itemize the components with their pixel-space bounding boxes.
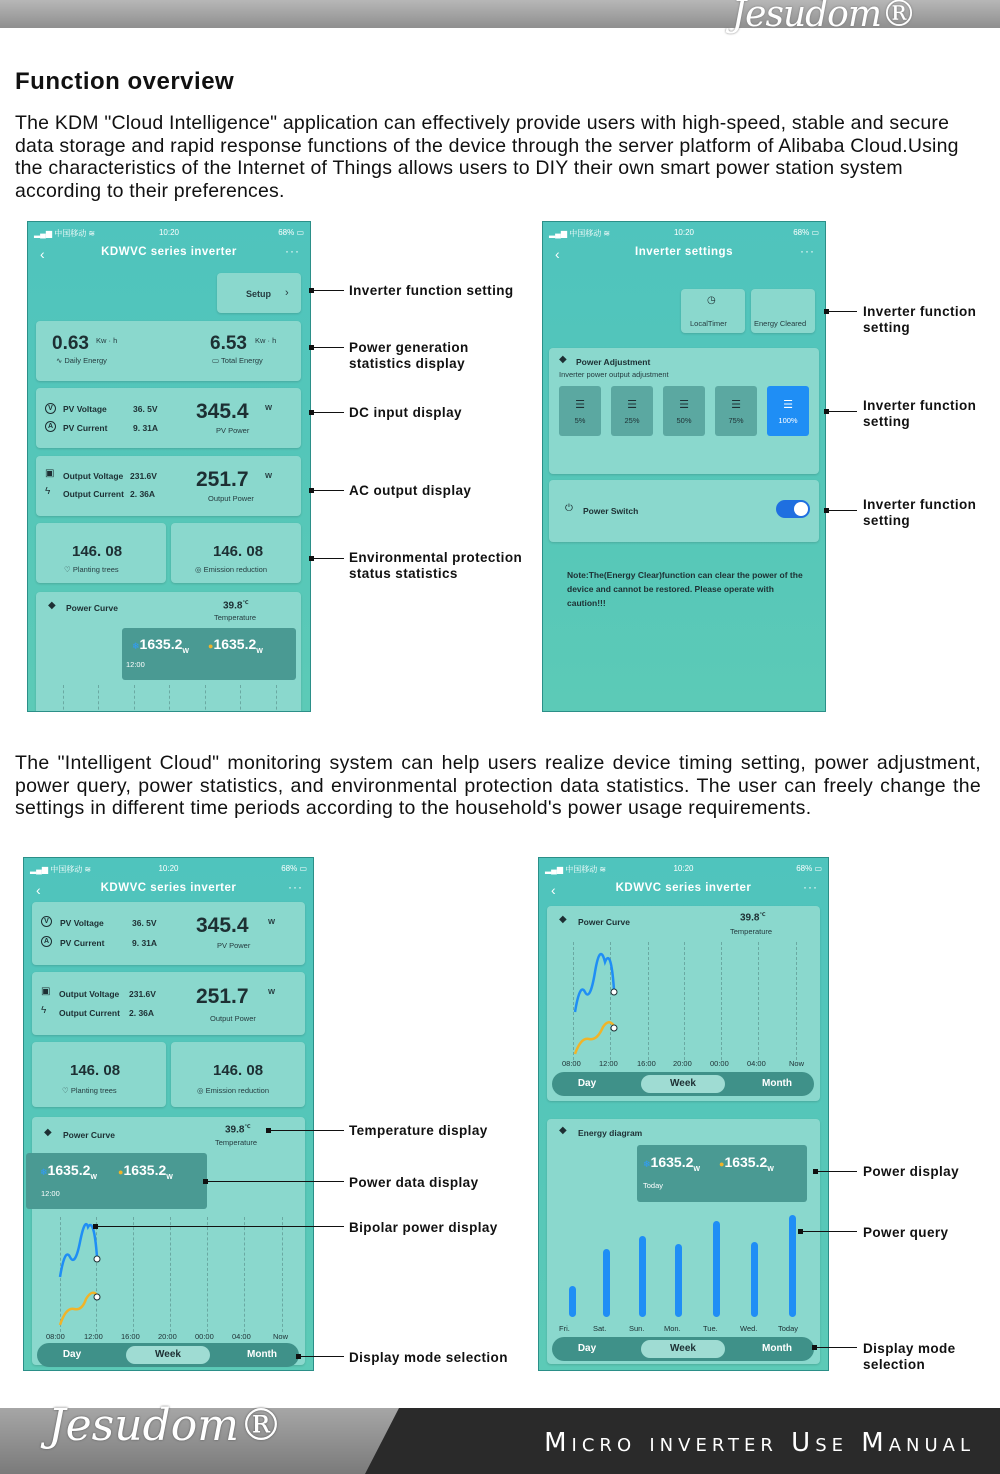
back-icon[interactable]: ‹	[40, 246, 45, 262]
power-curve-card: ◆ Power Curve 39.8℃ Temperature 08:00 12:00 16:00 20:00 00:00 04:00 Now Day Week Month	[547, 906, 820, 1101]
voltage-icon: V	[41, 916, 52, 927]
power-curve-card: ◆ Power Curve 39.8℃ Temperature $❄1635.2_W$ $●1635.2_W$ 12:00	[36, 592, 301, 712]
lightning-icon: ϟ	[41, 1005, 47, 1016]
dc-input-card: V PV Voltage 36. 5V A PV Current 9. 31A 345.4 W PV Power	[36, 388, 301, 448]
phone-screen-main: ▂▄▆ 中国移动 ≋ 10:20 68% ▭ ‹ KDWVC series inverter ··· Setup › 0.63 Kw · h ∿ Daily Energy 6.53 Kw · h ▭ Total Energy V PV Voltage 36. 5V A PV Current 9. 31A 345.4 W PV Power ▣ Output Voltage 231.6V ϟ Output Current 2. 36A 251.7 W Output Power 146. 08 ♡ Planting trees 146. 08 ◎ Emission reduction ◆ Power Curve 39.8℃ Temperature $❄1635.2_W$ $●1635.2_W$ 12:00	[27, 221, 311, 712]
ac-output-card: ▣ Output Voltage 231.6V ϟ Output Current 2. 36A 251.7 W Output Power	[36, 456, 301, 516]
setup-button[interactable]: Setup ›	[217, 273, 301, 313]
callout-power-query: Power query	[863, 1225, 949, 1240]
power-adjustment-card: ◆ Power Adjustment Inverter power output adjustment ☰ 5% ☰ 25% ☰ 50% ☰ 75% ☰ 100%	[549, 348, 819, 474]
intro-paragraph: The KDM "Cloud Intelligence" application can effectively provide users with high-speed, stable and secure data storage and rapid response functions of the device through the server platform of Alibaba Cloud.Using the characteristics of the Internet of Things allows users to DIY their own smart power station system according to their preferences.	[15, 112, 959, 202]
tab-month[interactable]: Month	[762, 1343, 792, 1354]
callout-ac-output: AC output display	[349, 483, 472, 498]
tab-week[interactable]: Week	[670, 1343, 696, 1354]
callout-power-generation: Power generation statistics display	[349, 340, 469, 371]
callout-display-mode: Display mode selection	[349, 1350, 508, 1365]
clock-icon: ◷	[707, 295, 716, 306]
more-icon[interactable]: ···	[800, 244, 815, 258]
power-data-box: $❄1635.2_W$ $●1635.2_W$ 12:00	[122, 628, 296, 680]
current-icon: A	[45, 421, 56, 432]
back-icon[interactable]: ‹	[36, 882, 41, 898]
screen-title: KDWVC series inverter	[100, 882, 237, 894]
back-icon[interactable]: ‹	[551, 882, 556, 898]
section-title: Function overview	[15, 68, 235, 95]
brand-logo-footer: Jesudom®	[48, 1400, 283, 1451]
cube-icon: ◆	[559, 354, 567, 365]
tab-day[interactable]: Day	[62, 1349, 82, 1360]
cube-icon: ◆	[44, 1127, 52, 1138]
trees-card: 146. 08 ♡ Planting trees	[36, 523, 166, 583]
energy-cleared-button[interactable]: Energy Cleared	[751, 289, 815, 333]
phone-screen-energy: ▂▄▆ 中国移动 ≋ 10:20 68% ▭ ‹ KDWVC series inverter ··· ◆ Power Curve 39.8℃ Temperature 08:00 12:00 16:00 20:00 00:00 04:00 Now Day Week Month ◆ Energy diagram $❄1635.2_W$ $●1635.2_W$ Today Fri. Sat. Sun. Mon. Tue. Wed. Today Day Week Month	[538, 857, 829, 1371]
callout-inverter-setting-2: Inverter function setting	[863, 398, 977, 429]
energy-diagram-card: ◆ Energy diagram $❄1635.2_W$ $●1635.2_W$ Today Fri. Sat. Sun. Mon. Tue. Wed. Today Day Week Month	[547, 1119, 820, 1364]
power-level-5[interactable]: ☰ 5%	[559, 386, 601, 436]
emission-card: 146. 08 ◎ Emission reduction	[171, 523, 301, 583]
manual-title: Micro inverter Use Manual	[544, 1428, 975, 1458]
power-icon: ⏻	[565, 503, 573, 514]
screen-title: Inverter settings	[635, 246, 733, 258]
tab-month[interactable]: Month	[762, 1078, 792, 1089]
power-switch-card: ⏻ Power Switch	[549, 480, 819, 542]
callout-inverter-setting-3: Inverter function setting	[863, 497, 977, 528]
power-data-box: $❄1635.2_W$ $●1635.2_W$ 12:00	[26, 1153, 207, 1209]
phone-screen-settings: ▂▄▆ 中国移动 ≋ 10:20 68% ▭ ‹ Inverter settings ··· ◷ LocalTimer Energy Cleared ◆ Power Adjustment Inverter power output adjustment ☰ 5% ☰ 25% ☰ 50% ☰ 75% ☰ 100% ⏻ Power Switch Note:The(Energy Clear)function can clear the power of the device and cannot be restored. Please operate with caution!!!	[542, 221, 826, 712]
ac-output-card: ▣ Output Voltage 231.6V ϟ Output Current 2. 36A 251.7 W Output Power	[32, 972, 305, 1035]
display-mode-tabs	[552, 1072, 814, 1096]
power-level-75[interactable]: ☰ 75%	[715, 386, 757, 436]
energy-bar	[639, 1236, 646, 1317]
local-timer-button[interactable]: ◷ LocalTimer	[681, 289, 745, 333]
brand-logo-top: Jesudom®	[731, 0, 916, 35]
callout-inverter-setting-1: Inverter function setting	[863, 304, 977, 335]
power-display-box: $❄1635.2_W$ $●1635.2_W$ Today	[637, 1145, 807, 1202]
bipolar-power-curve	[567, 942, 627, 1062]
current-icon: A	[41, 936, 52, 947]
power-level-50[interactable]: ☰ 50%	[663, 386, 705, 436]
more-icon[interactable]: ···	[803, 880, 818, 894]
power-curve-card: ◆ Power Curve 39.8℃ Temperature $❄1635.2_W$ $●1635.2_W$ 12:00 08:00 12:00 16:00 20:00 00:00 04:00 Now Day Week Month	[32, 1117, 305, 1365]
energy-bar	[675, 1244, 682, 1317]
energy-bar	[789, 1215, 796, 1317]
power-level-100[interactable]: ☰ 100%	[767, 386, 809, 436]
cube-icon: ◆	[48, 600, 56, 611]
screen-title: KDWVC series inverter	[615, 882, 752, 894]
cube-icon: ◆	[559, 1125, 567, 1136]
tab-day[interactable]: Day	[577, 1078, 597, 1089]
energy-bar-chart	[547, 1209, 820, 1317]
dc-input-card: V PV Voltage 36. 5V A PV Current 9. 31A 345.4 W PV Power	[32, 902, 305, 965]
energy-clear-note: Note:The(Energy Clear)function can clear the power of the device and cannot be restored. Please operate with caution!!!	[567, 570, 803, 608]
callout-power-display: Power display	[863, 1164, 959, 1179]
grid-icon: ▣	[45, 468, 55, 479]
energy-bar	[603, 1249, 610, 1317]
power-level-25[interactable]: ☰ 25%	[611, 386, 653, 436]
bipolar-power-curve	[52, 1217, 112, 1332]
voltage-icon: V	[45, 403, 56, 414]
tab-week[interactable]: Week	[155, 1349, 181, 1360]
energy-card: 0.63 Kw · h ∿ Daily Energy 6.53 Kw · h ▭ Total Energy	[36, 321, 301, 381]
display-mode-tabs-energy	[552, 1337, 814, 1361]
energy-bar	[569, 1286, 576, 1317]
energy-bar	[713, 1221, 720, 1317]
grid-icon: ▣	[41, 986, 51, 997]
screen-title: KDWVC series inverter	[101, 246, 237, 258]
callout-display-mode-right: Display mode selection	[863, 1341, 956, 1372]
callout-power-data: Power data display	[349, 1175, 479, 1190]
phone-screen-curve: ▂▄▆ 中国移动 ≋ 10:20 68% ▭ ‹ KDWVC series inverter ··· V PV Voltage 36. 5V A PV Current 9. 31A 345.4 W PV Power ▣ Output Voltage 231.6V ϟ Output Current 2. 36A 251.7 W Output Power 146. 08 ♡ Planting trees 146. 08 ◎ Emission reduction ◆ Power Curve 39.8℃ Temperature $❄1635.2_W$ $●1635.2_W$ 12:00 08:00 12:00 16:00 20:00 00:00 04:00 Now Day Week Month	[23, 857, 314, 1371]
callout-dc-input: DC input display	[349, 405, 462, 420]
callout-environmental: Environmental protection status statistics	[349, 550, 523, 581]
back-icon[interactable]: ‹	[555, 246, 560, 262]
callout-inverter-function-setting: Inverter function setting	[349, 283, 514, 298]
more-icon[interactable]: ···	[285, 244, 300, 258]
more-icon[interactable]: ···	[288, 880, 303, 894]
cube-icon: ◆	[559, 914, 567, 925]
energy-bar	[751, 1242, 758, 1317]
callout-bipolar-power: Bipolar power display	[349, 1220, 498, 1235]
display-mode-tabs	[37, 1343, 299, 1367]
tab-month[interactable]: Month	[247, 1349, 277, 1360]
emission-card: 146. 08 ◎ Emission reduction	[171, 1042, 305, 1107]
monitoring-paragraph: The "Intelligent Cloud" monitoring system can help users realize device timing setting, power adjustment, power query, power statistics, and environmental protection data statistics. The user can freely change the settings in different time periods according to the household's power usage requirements.	[15, 752, 981, 820]
lightning-icon: ϟ	[45, 486, 51, 497]
trees-card: 146. 08 ♡ Planting trees	[32, 1042, 166, 1107]
callout-temperature: Temperature display	[349, 1123, 488, 1138]
power-switch-toggle[interactable]	[776, 500, 810, 518]
tab-week[interactable]: Week	[670, 1078, 696, 1089]
tab-day[interactable]: Day	[577, 1343, 597, 1354]
